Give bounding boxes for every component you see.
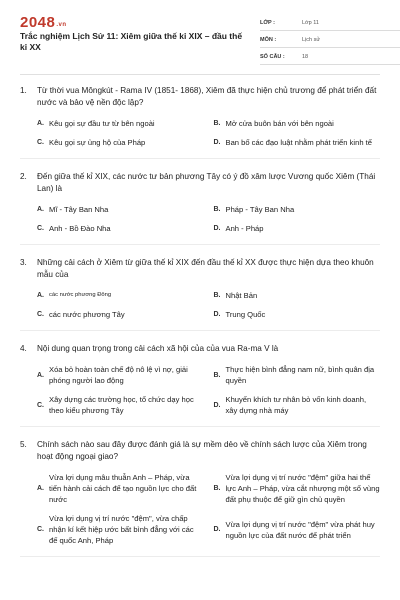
meta-row-count	[260, 50, 400, 65]
answer-options	[20, 472, 380, 546]
option-text: Vừa lợi dụng vị trí nước "đệm" giữa hai thế lực Anh – Pháp, vừa cắt nhượng một số vùng đất phụ thuộc để giữ gìn chủ quyền	[225, 473, 380, 504]
option-text: Kêu gọi sự ủng hộ của Pháp	[49, 138, 146, 147]
header-divider	[20, 74, 380, 75]
answer-option[interactable]	[214, 513, 381, 546]
question-item	[20, 85, 380, 159]
option-letter: A.	[37, 485, 44, 492]
answer-option[interactable]	[37, 204, 204, 215]
meta-table	[260, 16, 400, 65]
answer-option[interactable]	[37, 118, 204, 129]
option-letter: B.	[213, 292, 221, 299]
option-text: các nước phương Tây	[49, 310, 125, 319]
question-text	[20, 257, 380, 281]
option-letter: A.	[37, 206, 44, 213]
option-text: Mĩ - Tây Ban Nha	[49, 205, 109, 214]
meta-label: LỚP :	[260, 20, 275, 26]
answer-option[interactable]	[214, 364, 381, 386]
answer-option[interactable]	[214, 223, 381, 234]
option-text: Vừa lợi dụng vị trí nước "đệm" vừa phát huy nguồn lực của đất nước để phát triển	[225, 519, 375, 540]
option-letter: B.	[213, 206, 221, 213]
answer-options	[20, 364, 380, 416]
question-divider	[20, 556, 380, 557]
option-letter: D.	[213, 225, 221, 232]
question-item	[20, 439, 380, 557]
option-letter: A.	[37, 371, 44, 379]
option-letter: D.	[213, 311, 221, 318]
meta-row-subject	[260, 33, 400, 48]
question-text	[20, 439, 380, 463]
answer-option[interactable]	[37, 309, 204, 320]
option-letter: D.	[213, 401, 221, 409]
answer-option[interactable]	[37, 513, 204, 546]
answer-option[interactable]	[37, 290, 204, 301]
question-number: 3.	[20, 258, 27, 267]
document-title: Trắc nghiệm Lịch Sử 11: Xiêm giữa thế kỉ XIX – đầu thế kỉ XX	[20, 31, 243, 52]
option-letter: A.	[37, 120, 44, 127]
site-logo[interactable]	[20, 14, 67, 31]
option-letter: D.	[213, 526, 221, 533]
option-text: Xây dựng các trường học, tổ chức dạy học theo kiểu phương Tây	[49, 395, 194, 415]
question-divider	[20, 158, 380, 159]
answer-option[interactable]	[214, 290, 381, 301]
logo-suffix: .vn	[56, 22, 67, 28]
meta-value: Lịch sử	[302, 37, 321, 43]
meta-value: 18	[302, 54, 309, 60]
answer-option[interactable]	[37, 137, 204, 148]
question-body: Từ thời vua Môngkút - Rama IV (1851- 1868), Xiêm đã thực hiện chủ trương để phát triển đất nước và bảo vệ nền độc lập?	[37, 86, 377, 107]
option-letter: C.	[37, 139, 44, 146]
answer-option[interactable]	[214, 118, 381, 129]
meta-value: Lớp 11	[302, 20, 319, 26]
logo-text: 2048	[20, 14, 56, 31]
meta-label: MÔN :	[260, 37, 277, 43]
answer-option[interactable]	[37, 394, 204, 416]
meta-label: SỐ CÂU :	[260, 54, 285, 60]
option-text: Trung Quốc	[225, 310, 266, 319]
answer-option[interactable]	[37, 472, 204, 505]
answer-options	[20, 204, 380, 234]
question-item	[20, 343, 380, 427]
question-body: Nội dung quan trọng trong cải cách xã hội của của vua Ra-ma V là	[37, 344, 279, 353]
option-text: Xóa bỏ hoàn toàn chế độ nô lệ vì nợ, giải phóng người lao động	[49, 365, 188, 385]
answer-option[interactable]	[37, 223, 204, 234]
option-letter: A.	[37, 292, 44, 299]
question-item	[20, 171, 380, 245]
answer-option[interactable]	[214, 137, 381, 148]
option-letter: B.	[213, 485, 221, 492]
question-text	[20, 343, 380, 355]
option-text: Thực hiện bình đẳng nam nữ, bình quân địa quyền	[225, 365, 375, 385]
question-text	[20, 171, 380, 195]
option-text: Kêu gọi sự đầu tư từ bên ngoài	[49, 119, 155, 128]
header	[20, 14, 380, 62]
option-text: Pháp - Tây Ban Nha	[225, 205, 295, 214]
question-body: Chính sách nào sau đây được đánh giá là sự mềm dẻo về chính sách lược của Xiêm trong hoạt động ngoại giao?	[37, 440, 367, 461]
question-number: 4.	[20, 344, 27, 353]
option-text: Khuyến khích tư nhân bỏ vốn kinh doanh, xây dựng nhà máy	[225, 395, 367, 415]
answer-option[interactable]	[214, 204, 381, 215]
option-text: Vừa lợi dụng mâu thuẫn Anh – Pháp, vừa tiến hành cải cách để tạo nguồn lực cho đất nước	[49, 473, 197, 504]
question-list	[20, 85, 380, 557]
option-letter: C.	[37, 401, 44, 409]
answer-option[interactable]	[214, 394, 381, 416]
question-divider	[20, 330, 380, 331]
option-text: Ban bố các đạo luật nhằm phát triển kinh tế	[225, 138, 372, 147]
question-body: Những cải cách ở Xiêm từ giữa thế kỉ XIX đến đầu thế kỉ XX được thực hiện dựa theo khuôn mẫu của	[37, 258, 374, 279]
answer-option[interactable]	[214, 472, 381, 505]
question-divider	[20, 426, 380, 427]
option-letter: C.	[37, 526, 44, 533]
meta-row-class	[260, 16, 400, 31]
answer-option[interactable]	[37, 364, 204, 386]
option-text: Anh - Bồ Đào Nha	[49, 224, 111, 233]
question-text	[20, 85, 380, 109]
option-text: Nhật Bản	[225, 291, 258, 300]
option-text: các nước phương Đông	[49, 292, 112, 298]
answer-option[interactable]	[214, 309, 381, 320]
option-text: Vừa lợi dụng vị trí nước "đệm", vừa chấp nhận kí kết hiệp ước bất bình đẳng với các đế quốc Anh, Pháp	[49, 514, 194, 545]
answer-options	[20, 290, 380, 320]
option-letter: B.	[213, 371, 221, 379]
question-divider	[20, 244, 380, 245]
question-number: 1.	[20, 86, 27, 95]
question-number: 5.	[20, 440, 27, 449]
option-letter: C.	[37, 225, 44, 232]
question-body: Đến giữa thế kỉ XIX, các nước tư bản phương Tây có ý đồ xâm lược Vương quốc Xiêm (Thái Lan) là	[37, 172, 376, 193]
option-text: Anh - Pháp	[225, 224, 264, 233]
question-item	[20, 257, 380, 331]
option-text: Mở cửa buôn bán với bên ngoài	[225, 119, 334, 128]
option-letter: C.	[37, 311, 44, 318]
option-letter: D.	[213, 139, 221, 146]
question-number: 2.	[20, 172, 27, 181]
option-letter: B.	[213, 120, 221, 127]
answer-options	[20, 118, 380, 148]
